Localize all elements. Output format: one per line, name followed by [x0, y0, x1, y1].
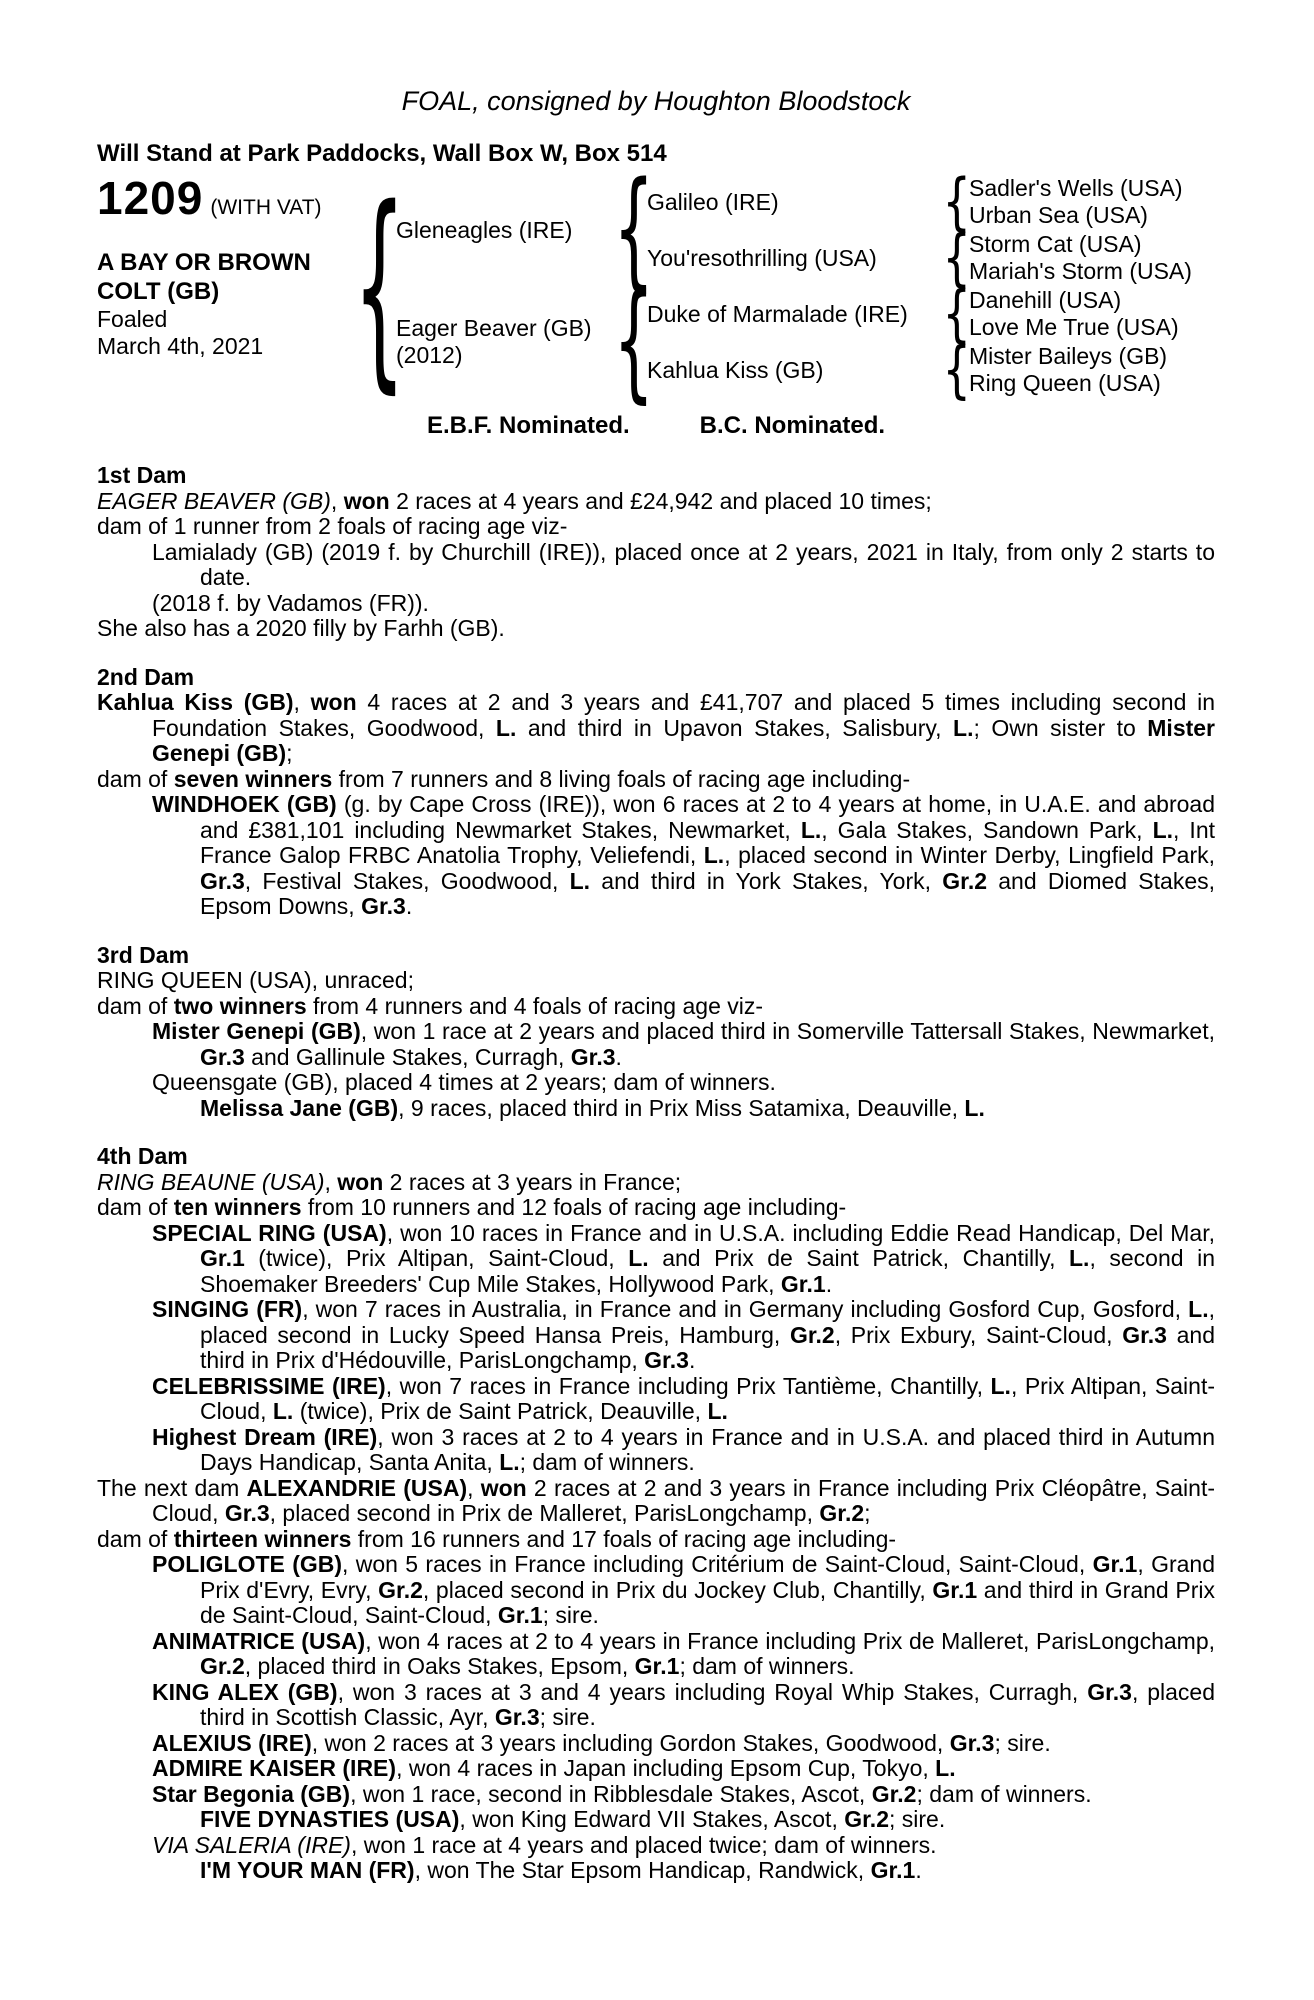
dam-sire-dam-name: Love Me True (USA) — [969, 314, 1179, 340]
pedigree-text-line: Queensgate (GB), placed 4 times at 2 years; dam of winners. — [152, 1069, 776, 1095]
sire-branch — [396, 174, 1215, 286]
dam-sire-sire-name: Danehill (USA) — [969, 287, 1122, 313]
lot-subject-column — [97, 174, 362, 398]
pedigree-text-line: ALEXIUS (IRE), won 2 races at 3 years including Gordon Stakes, Goodwood, Gr.3; sire. — [152, 1729, 1051, 1756]
consignment-title: FOAL, consigned by Houghton Bloodstock — [401, 86, 911, 116]
dam-heading: 1st Dam — [97, 462, 187, 488]
pedigree-text-line: RING BEAUNE (USA), won 2 races at 3 years in France; — [97, 1168, 682, 1195]
pedigree-text-line: dam of 1 runner from 2 foals of racing age viz- — [97, 513, 568, 539]
dam-sire-name: Duke of Marmalade (IRE) — [647, 300, 908, 327]
sire-sire-branch — [647, 174, 1215, 230]
dam-dam-brace — [945, 339, 969, 401]
sire-sire-sire-name: Sadler's Wells (USA) — [969, 175, 1183, 201]
dam-branch — [396, 286, 1215, 398]
dam-dam-branch — [647, 342, 1215, 398]
pedigree-text-line: CELEBRISSIME (IRE), won 7 races in France including Prix Tantième, Chantilly, L., Prix Altipan, Saint-Cloud, L. (twice), Prix de Saint Patrick, Deauville, L. — [152, 1372, 1215, 1424]
lot-number: 1209 — [97, 172, 204, 224]
dam-dam-sire-name: Mister Baileys (GB) — [969, 343, 1168, 369]
subject-description-line: A BAY OR BROWN — [97, 249, 311, 276]
pedigree-text-line: POLIGLOTE (GB), won 5 races in France including Critérium de Saint-Cloud, Saint-Cloud, Gr.1, Grand Prix d'Evry, Evry, Gr.2, placed second in Prix du Jockey Club, Chantilly, Gr.1 and third in Grand Prix de Saint-Cloud, Saint-Cloud, Gr.1; sire. — [152, 1551, 1215, 1628]
vat-note: (WITH VAT) — [210, 196, 322, 219]
pedigree-text-line: KING ALEX (GB), won 3 races at 3 and 4 years including Royal Whip Stakes, Curragh, Gr.3, placed third in Scottish Classic, Ayr, Gr.3; sire. — [152, 1678, 1216, 1730]
sire-dam-branch — [647, 230, 1215, 286]
pedigree-text-line: The next dam ALEXANDRIE (USA), won 2 races at 2 and 3 years in France including Prix Cléopâtre, Saint-Cloud, Gr.3, placed second in Prix de Malleret, ParisLongchamp, Gr.2; — [97, 1474, 1215, 1526]
nominations-line — [97, 412, 1215, 440]
sire-sire-dam-name: Urban Sea (USA) — [969, 202, 1148, 228]
foaled-date: March 4th, 2021 — [97, 333, 264, 359]
pedigree-text-line: I'M YOUR MAN (FR), won The Star Epsom Handicap, Randwick, Gr.1. — [200, 1857, 922, 1883]
pedigree-text-line: EAGER BEAVER (GB), won 2 races at 4 years and £24,942 and placed 10 times; — [97, 487, 932, 514]
sire-sire-name: Galileo (IRE) — [647, 188, 779, 215]
dam-brace — [621, 278, 647, 406]
dam-dam-dam-name: Ring Queen (USA) — [969, 370, 1161, 396]
pedigree-text-line: dam of two winners from 4 runners and 4 foals of racing age viz- — [97, 992, 764, 1019]
pedigree-text-line: ADMIRE KAISER (IRE), won 4 races in Japan including Epsom Cup, Tokyo, L. — [152, 1755, 956, 1781]
pedigree-text-line: dam of thirteen winners from 16 runners and 17 foals of racing age including- — [97, 1525, 897, 1552]
dam-year: (2012) — [396, 342, 463, 368]
bc-nominated-label: B.C. Nominated. — [699, 412, 886, 439]
pedigree-text-line: Melissa Jane (GB), 9 races, placed third in Prix Miss Satamixa, Deauville, L. — [200, 1094, 985, 1121]
dam-heading: 4th Dam — [97, 1143, 188, 1169]
dam-dam-name: Kahlua Kiss (GB) — [647, 356, 824, 383]
pedigree-text-line: RING QUEEN (USA), unraced; — [97, 967, 414, 993]
pedigree-text-line: FIVE DYNASTIES (USA), won King Edward VII Stakes, Ascot, Gr.2; sire. — [200, 1806, 946, 1832]
subject-description-line: COLT (GB) — [97, 278, 220, 305]
pedigree-main-brace — [362, 179, 396, 394]
ebf-nominated-label: E.B.F. Nominated. — [426, 412, 630, 439]
pedigree-text-line: She also has a 2020 filly by Farhh (GB). — [97, 615, 505, 641]
sire-dam-sire-name: Storm Cat (USA) — [969, 231, 1142, 257]
dam-name: Eager Beaver (GB) — [396, 315, 592, 341]
subject-description — [97, 248, 362, 360]
pedigree-text-line: dam of seven winners from 7 runners and 8 living foals of racing age including- — [97, 765, 911, 792]
pedigree-text-line: Star Begonia (GB), won 1 race, second in Ribblesdale Stakes, Ascot, Gr.2; dam of winners. — [152, 1780, 1092, 1807]
pedigree-text-line: WINDHOEK (GB) (g. by Cape Cross (IRE)), won 6 races at 2 to 4 years at home, in U.A.E. and abroad and £381,101 including Newmarket Stakes, Newmarket, L., Gala Stakes, Sandown Park, L., Int France Galop FRBC Anatolia Trophy, Veliefendi, L., placed second in Winter Derby, Lingfield Park, Gr.3, Festival Stakes, Goodwood, L. and third in York Stakes, York, Gr.2 and Diomed Stakes, Epsom Downs, Gr.3. — [152, 791, 1215, 919]
pedigree-text-line: VIA SALERIA (IRE), won 1 race at 4 years and placed twice; dam of winners. — [152, 1831, 937, 1858]
pedigree-text-line: SINGING (FR), won 7 races in Australia, in France and in Germany including Gosford Cup, Gosford, L., placed second in Lucky Speed Hansa Preis, Hamburg, Gr.2, Prix Exbury, Saint-Cloud, Gr.3 and third in Prix d'Hédouville, ParisLongchamp, Gr.3. — [152, 1296, 1215, 1373]
stand-location: Will Stand at Park Paddocks, Wall Box W, Box 514 — [97, 140, 667, 167]
pedigree-text-line: SPECIAL RING (USA), won 10 races in France and in U.S.A. including Eddie Read Handicap, Del Mar, Gr.1 (twice), Prix Altipan, Saint-Cloud, L. and Prix de Saint Patrick, Chantilly, L., second in Shoemaker Breeders' Cup Mile Stakes, Hollywood Park, Gr.1. — [152, 1219, 1215, 1297]
pedigree-text-line: dam of ten winners from 10 runners and 12 foals of racing age including- — [97, 1194, 847, 1220]
pedigree-text-line: Kahlua Kiss (GB), won 4 races at 2 and 3 years and £41,707 and placed 5 times including second in Foundation Stakes, Goodwood, L. and third in Upavon Stakes, Salisbury, L.; Own sister to Mister Genepi (GB); — [97, 689, 1216, 766]
pedigree-block — [97, 174, 1215, 398]
dam-sections — [97, 463, 1215, 1884]
dam-heading: 3rd Dam — [97, 941, 190, 968]
dam-sire-branch — [647, 286, 1215, 342]
sire-dam-dam-name: Mariah's Storm (USA) — [969, 258, 1192, 284]
pedigree-chart — [362, 174, 1215, 398]
pedigree-text-line: Mister Genepi (GB), won 1 race at 2 years and placed third in Somerville Tattersall Stakes, Newmarket, Gr.3 and Gallinule Stakes, Curragh, Gr.3. — [152, 1018, 1216, 1070]
sire-name: Gleneagles (IRE) — [396, 216, 573, 243]
pedigree-text-line: Highest Dream (IRE), won 3 races at 2 to 4 years in France and in U.S.A. and placed third in Autumn Days Handicap, Santa Anita, L.; dam of winners. — [152, 1423, 1216, 1475]
dam-heading: 2nd Dam — [97, 663, 195, 690]
pedigree-text-line: (2018 f. by Vadamos (FR)). — [152, 589, 429, 616]
pedigree-text-line: Lamialady (GB) (2019 f. by Churchill (IRE)), placed once at 2 years, 2021 in Italy, from only 2 starts to date. — [152, 538, 1215, 590]
pedigree-text-line: ANIMATRICE (USA), won 4 races at 2 to 4 years in France including Prix de Malleret, ParisLongchamp, Gr.2, placed third in Oaks Stakes, Epsom, Gr.1; dam of winners. — [152, 1627, 1215, 1679]
sire-dam-name: You'resothrilling (USA) — [647, 244, 877, 271]
foaled-label: Foaled — [97, 306, 168, 332]
